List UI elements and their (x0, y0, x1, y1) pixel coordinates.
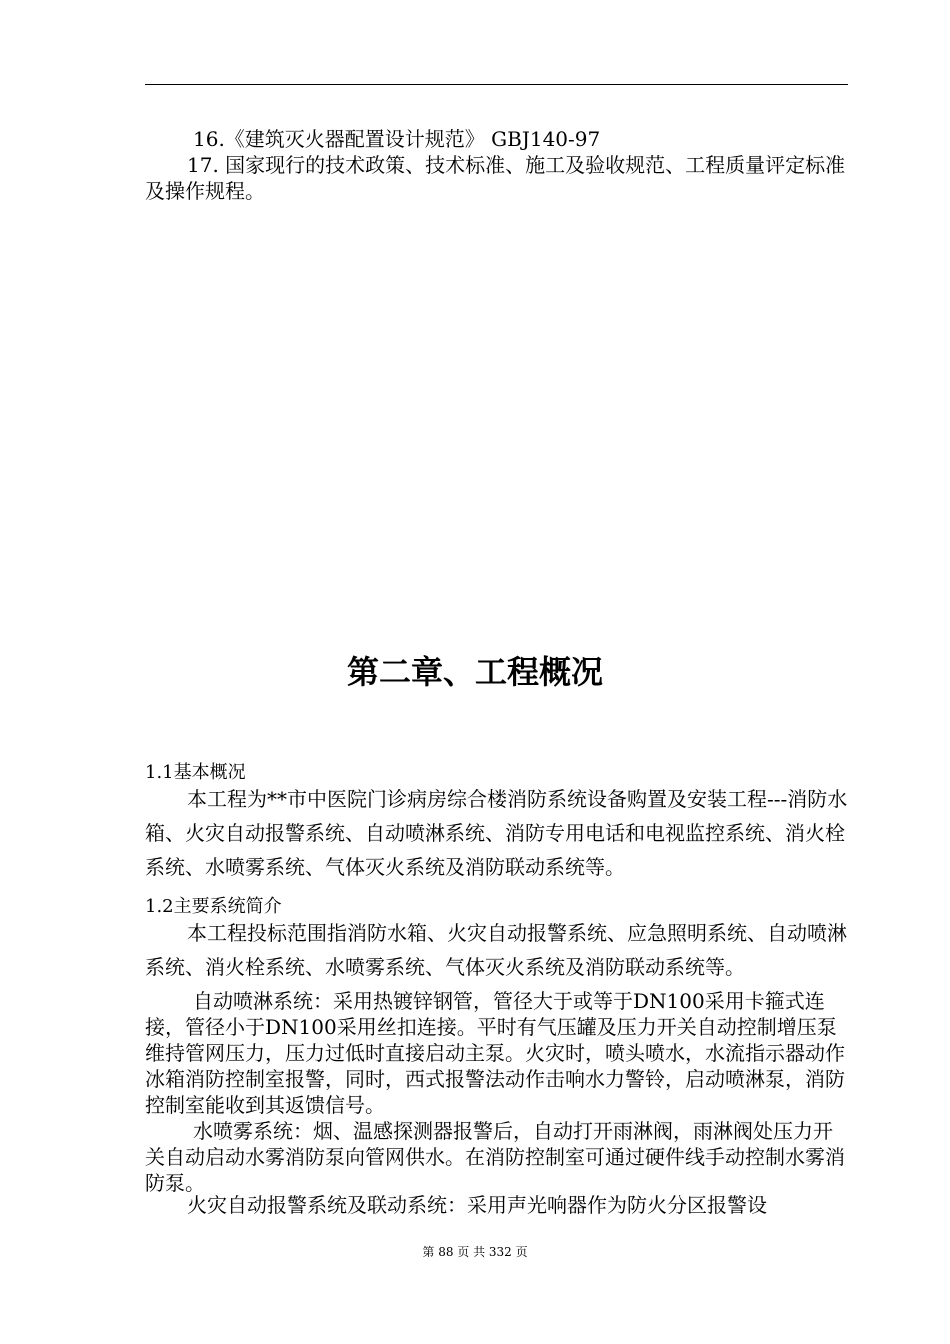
section-1-2-body: 本工程投标范围指消防水箱、火灾自动报警系统、应急照明系统、自动喷淋系统、消火栓系统、水喷雾系统、气体灭火系统及消防联动系统等。 (145, 921, 847, 979)
section-1-1-heading: 1.1基本概况 (145, 762, 246, 783)
fire-alarm-system-paragraph: 火灾自动报警系统及联动系统：采用声光响器作为防火分区报警设 (187, 1193, 767, 1217)
reference-item-16: 16.《建筑灭火器配置设计规范》 GBJ140-97 (193, 127, 601, 151)
page-footer: 第 88 页 共 332 页 (422, 1245, 528, 1259)
water-mist-system-paragraph: 水喷雾系统：烟、温感探测器报警后，自动打开雨淋阀，雨淋阀处压力开关自动启动水雾消防泵向管网供水。在消防控制室可通过硬件线手动控制水雾消防泵。 (145, 1119, 845, 1195)
header-rule (145, 84, 848, 85)
section-1-1-body: 本工程为**市中医院门诊病房综合楼消防系统设备购置及安装工程---消防水箱、火灾自动报警系统、自动喷淋系统、消防专用电话和电视监控系统、消火栓系统、水喷雾系统、气体灭火系统及消防联动系统等。 (145, 787, 848, 879)
sprinkler-system-paragraph: 自动喷淋系统：采用热镀锌钢管，管径大于或等于DN100采用卡箍式连接，管径小于DN100采用丝扣连接。平时有气压罐及压力开关自动控制增压泵维持管网压力，压力过低时直接启动主泵。火灾时，喷头喷水，水流指示器动作冰箱消防控制室报警，同时，西式报警法动作击响水力警铃，启动喷淋泵，消防控制室能收到其返馈信号。 (145, 989, 845, 1117)
reference-item-17: 17. 国家现行的技术政策、技术标准、施工及验收规范、工程质量评定标准及操作规程。 (145, 153, 846, 203)
section-1-2-heading: 1.2主要系统简介 (145, 896, 282, 917)
chapter-title: 第二章、工程概况 (346, 653, 603, 691)
